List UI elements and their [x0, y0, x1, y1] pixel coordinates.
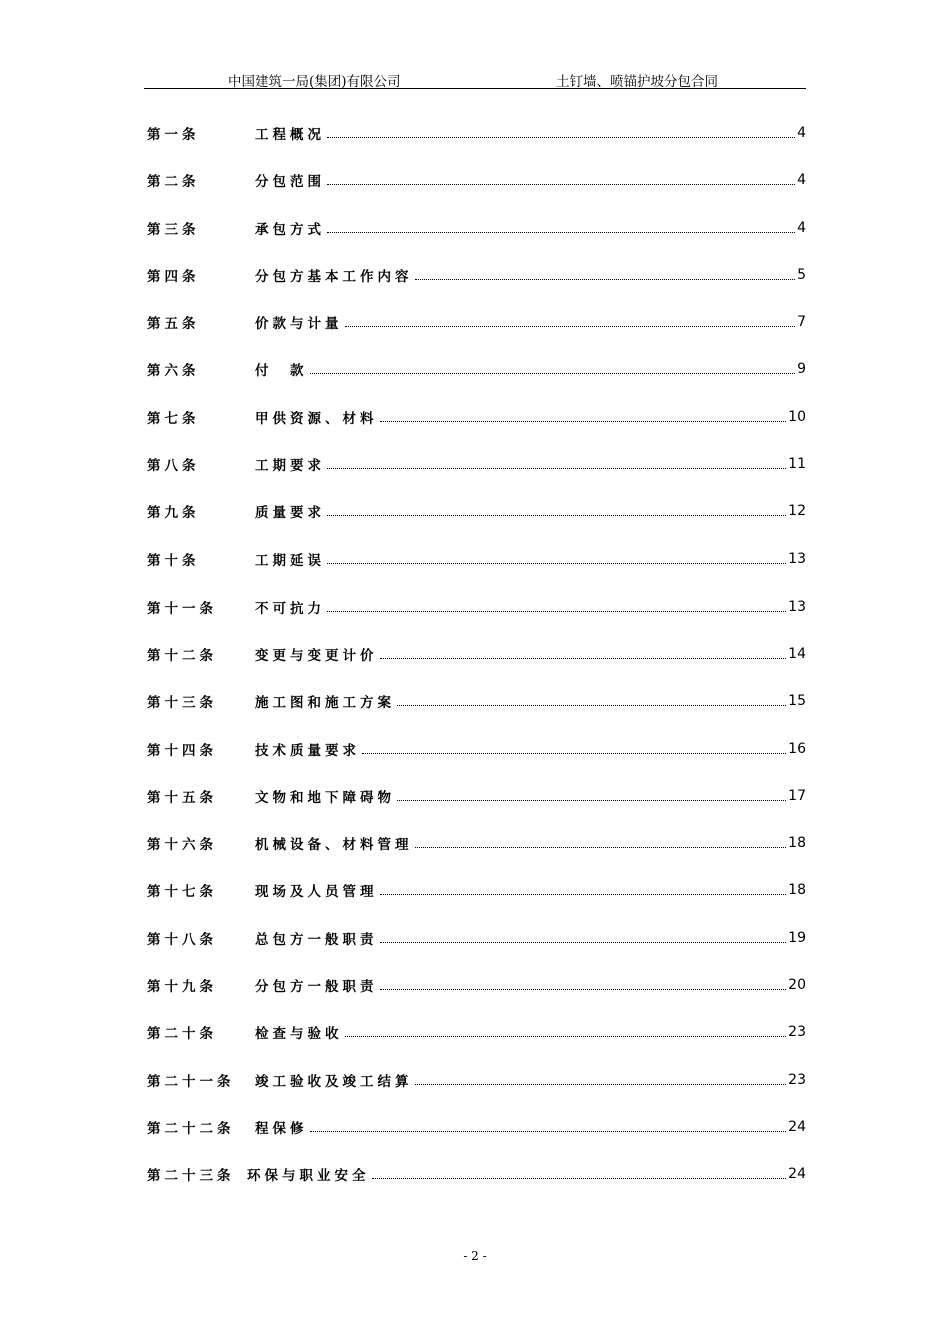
toc-entry-page: 4 [797, 220, 806, 236]
toc-entry-title: 承包方式 [255, 222, 325, 238]
toc-entry-number: 第十七条 [147, 884, 217, 900]
toc-entry-page: 17 [788, 788, 806, 804]
toc-leader-dots [372, 1178, 787, 1179]
toc-entry-title: 施工图和施工方案 [255, 695, 395, 711]
toc-entry-page: 23 [788, 1024, 806, 1040]
toc-leader-dots [327, 232, 795, 233]
toc-entry-number: 第十一条 [147, 601, 217, 617]
toc-entry-number: 第一条 [147, 127, 200, 143]
toc-entry-title: 检查与验收 [255, 1026, 343, 1042]
toc-entry[interactable] [147, 402, 806, 432]
toc-leader-dots [345, 326, 796, 327]
toc-entry-title: 程保修 [255, 1121, 308, 1137]
toc-entry[interactable] [147, 781, 806, 811]
toc-entry-page: 5 [797, 267, 806, 283]
page-number: - 2 - [463, 1249, 487, 1263]
toc-entry-title: 不可抗力 [255, 601, 325, 617]
toc-entry-number: 第十八条 [147, 932, 217, 948]
toc-entry[interactable] [147, 734, 806, 764]
toc-entry-title: 价款与计量 [255, 316, 343, 332]
toc-leader-dots [380, 658, 787, 659]
toc-leader-dots [380, 942, 787, 943]
toc-entry-number: 第三条 [147, 222, 200, 238]
toc-entry[interactable] [147, 875, 806, 905]
toc-entry[interactable] [147, 592, 806, 622]
toc-entry-title: 环保与职业安全 [247, 1168, 370, 1184]
header-company: 中国建筑一局(集团)有限公司 [228, 74, 401, 90]
toc-leader-dots [327, 468, 786, 469]
toc-entry-title: 总包方一般职责 [255, 932, 378, 948]
toc-leader-dots [397, 800, 786, 801]
toc-entry-title: 分包范围 [255, 174, 325, 190]
toc-entry-page: 24 [788, 1119, 806, 1135]
toc-entry[interactable] [147, 544, 806, 574]
toc-entry-number: 第二条 [147, 174, 200, 190]
toc-entry-page: 4 [797, 125, 806, 141]
toc-entry-title: 质量要求 [255, 505, 325, 521]
toc-entry-number: 第二十二条 [147, 1121, 235, 1137]
toc-entry[interactable] [147, 165, 806, 195]
toc-entry-page: 10 [788, 409, 806, 425]
toc-entry[interactable] [147, 1112, 806, 1142]
toc-entry-page: 13 [788, 551, 806, 567]
toc-entry-title: 现场及人员管理 [255, 884, 378, 900]
toc-entry-page: 14 [788, 646, 806, 662]
header-contract-title: 土钉墙、喷锚护坡分包合同 [556, 74, 718, 90]
toc-entry-number: 第二十三条 [147, 1168, 235, 1184]
toc-entry-title: 工期延误 [255, 553, 325, 569]
toc-entry-title: 甲供资源、材料 [255, 411, 378, 427]
toc-entry[interactable] [147, 1159, 806, 1189]
toc-entry-title: 技术质量要求 [255, 743, 360, 759]
toc-entry-number: 第四条 [147, 269, 200, 285]
toc-leader-dots [380, 894, 787, 895]
toc-leader-dots [362, 753, 786, 754]
toc-entry[interactable] [147, 449, 806, 479]
page-header [144, 66, 806, 89]
toc-entry-page: 16 [788, 741, 806, 757]
toc-leader-dots [397, 705, 786, 706]
toc-leader-dots [327, 137, 795, 138]
toc-entry-title: 机械设备、材料管理 [255, 837, 413, 853]
toc-entry-page: 7 [797, 314, 806, 330]
toc-entry[interactable] [147, 828, 806, 858]
toc-entry-number: 第九条 [147, 505, 200, 521]
toc-leader-dots [310, 373, 796, 374]
toc-entry[interactable] [147, 260, 806, 290]
toc-entry-title: 变更与变更计价 [255, 648, 378, 664]
toc-entry[interactable] [147, 970, 806, 1000]
toc-entry-number: 第十条 [147, 553, 200, 569]
toc-leader-dots [327, 184, 795, 185]
toc-leader-dots [415, 1084, 787, 1085]
toc-entry-page: 20 [788, 977, 806, 993]
toc-entry[interactable] [147, 213, 806, 243]
toc-leader-dots [327, 563, 786, 564]
toc-leader-dots [380, 989, 787, 990]
toc-entry-page: 4 [797, 172, 806, 188]
toc-leader-dots [415, 847, 787, 848]
toc-entry-page: 23 [788, 1072, 806, 1088]
toc-entry-number: 第五条 [147, 316, 200, 332]
toc-entry-page: 11 [788, 456, 806, 472]
toc-entry-page: 13 [788, 599, 806, 615]
toc-leader-dots [327, 515, 786, 516]
toc-entry[interactable] [147, 354, 806, 384]
toc-leader-dots [415, 279, 796, 280]
toc-entry-number: 第七条 [147, 411, 200, 427]
toc-entry-page: 19 [788, 930, 806, 946]
toc-leader-dots [310, 1131, 787, 1132]
toc-entry-page: 18 [788, 882, 806, 898]
toc-entry-page: 12 [788, 503, 806, 519]
toc-entry-number: 第二十一条 [147, 1074, 235, 1090]
toc-entry-number: 第十九条 [147, 979, 217, 995]
toc-leader-dots [380, 421, 787, 422]
toc-entry[interactable] [147, 1017, 806, 1047]
toc-entry[interactable] [147, 686, 806, 716]
toc-entry[interactable] [147, 923, 806, 953]
toc-entry[interactable] [147, 496, 806, 526]
toc-entry-title: 分包方一般职责 [255, 979, 378, 995]
toc-entry-page: 24 [788, 1166, 806, 1182]
toc-entry-page: 9 [797, 361, 806, 377]
toc-entry-number: 第十二条 [147, 648, 217, 664]
toc-leader-dots [327, 611, 786, 612]
toc-entry-page: 15 [788, 693, 806, 709]
toc-entry-number: 第二十条 [147, 1026, 217, 1042]
toc-entry-title: 分包方基本工作内容 [255, 269, 413, 285]
toc-entry-title: 文物和地下障碍物 [255, 790, 395, 806]
toc-entry-number: 第十六条 [147, 837, 217, 853]
toc-entry[interactable] [147, 118, 806, 148]
toc-entry-number: 第六条 [147, 363, 200, 379]
toc-entry-title: 工程概况 [255, 127, 325, 143]
toc-entry[interactable] [147, 307, 806, 337]
toc-entry[interactable] [147, 1065, 806, 1095]
toc-leader-dots [345, 1036, 787, 1037]
toc-entry-title: 工期要求 [255, 458, 325, 474]
toc-entry-title: 竣工验收及竣工结算 [255, 1074, 413, 1090]
toc-entry-title: 付 款 [255, 363, 308, 379]
toc-entry-number: 第十四条 [147, 743, 217, 759]
toc-entry-number: 第八条 [147, 458, 200, 474]
toc-entry-number: 第十五条 [147, 790, 217, 806]
toc-entry-page: 18 [788, 835, 806, 851]
toc-entry[interactable] [147, 639, 806, 669]
toc-entry-number: 第十三条 [147, 695, 217, 711]
